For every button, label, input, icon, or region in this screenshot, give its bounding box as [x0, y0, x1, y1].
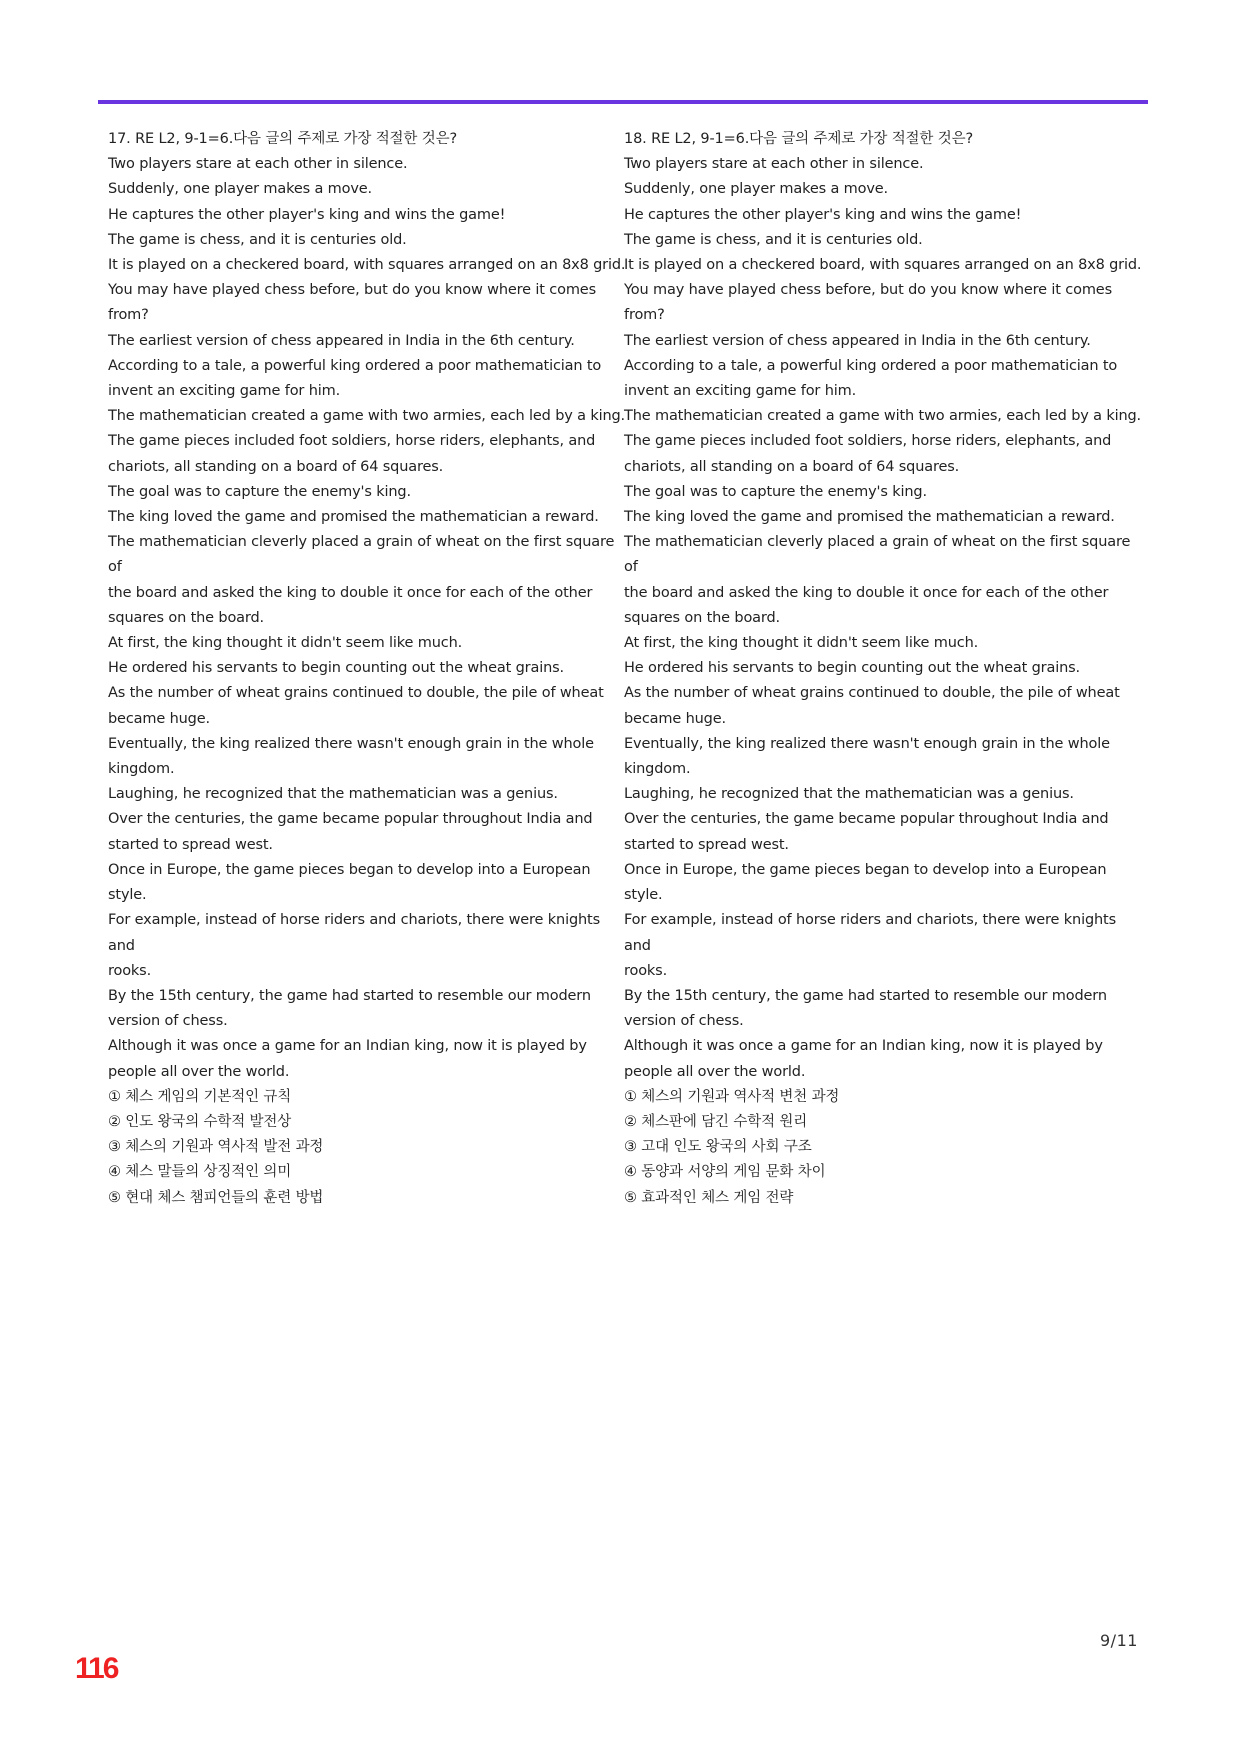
passage-line: At first, the king thought it didn't seem like much. [624, 635, 979, 652]
passage-line: For example, instead of horse riders and chariots, there were knights and [108, 912, 600, 954]
passage-line: squares on the board. [624, 609, 780, 626]
passage-line: the board and asked the king to double it once for each of the other [624, 584, 1109, 601]
passage-line: kingdom. [108, 761, 175, 778]
passage-line: As the number of wheat grains continued to double, the pile of wheat [624, 685, 1120, 702]
passage [624, 152, 1144, 1085]
passage-line: from? [108, 307, 149, 324]
passage-line: For example, instead of horse riders and chariots, there were knights and [624, 912, 1116, 954]
answer-option-1[interactable]: ① 체스의 기원과 역사적 변천 과정 [624, 1088, 840, 1105]
passage-line: The game is chess, and it is centuries old. [108, 231, 407, 248]
passage-line: rooks. [624, 962, 668, 979]
passage-line: According to a tale, a powerful king ordered a poor mathematician to [108, 357, 602, 374]
passage-line: Although it was once a game for an Indian king, now it is played by [108, 1038, 587, 1055]
passage-line: He ordered his servants to begin counting out the wheat grains. [624, 660, 1080, 677]
passage-line: The goal was to capture the enemy's king. [624, 483, 927, 500]
passage-line: The earliest version of chess appeared in India in the 6th century. [108, 332, 575, 349]
passage-line: Over the centuries, the game became popular throughout India and [108, 811, 593, 828]
passage-line: The mathematician cleverly placed a grain of wheat on the first square of [624, 534, 1131, 576]
passage-line: By the 15th century, the game had started to resemble our modern [108, 987, 591, 1004]
passage-line: Two players stare at each other in silence. [108, 156, 408, 173]
passage-line: Once in Europe, the game pieces began to develop into a European style. [108, 861, 591, 904]
answer-options [624, 1085, 1144, 1211]
answer-option-4[interactable]: ④ 체스 말들의 상징적인 의미 [108, 1164, 292, 1181]
passage-line: the board and asked the king to double it once for each of the other [108, 584, 593, 601]
answer-option-4[interactable]: ④ 동양과 서양의 게임 문화 차이 [624, 1164, 826, 1181]
answer-option-5[interactable]: ⑤ 현대 체스 챔피언들의 훈련 방법 [108, 1189, 324, 1206]
passage-line: The mathematician created a game with two armies, each led by a king. [624, 408, 1142, 425]
passage-line: He ordered his servants to begin counting out the wheat grains. [108, 660, 564, 677]
question-title: 17. RE L2, 9-1=6.다음 글의 주제로 가장 적절한 것은? [108, 131, 457, 147]
passage-line: According to a tale, a powerful king ordered a poor mathematician to [624, 357, 1118, 374]
passage-line: The king loved the game and promised the mathematician a reward. [108, 509, 599, 526]
passage-line: rooks. [108, 962, 152, 979]
page-number: 9/11 [1100, 1631, 1138, 1650]
passage-line: Suddenly, one player makes a move. [624, 181, 888, 198]
passage-line: invent an exciting game for him. [624, 383, 857, 400]
passage-line: started to spread west. [624, 836, 789, 853]
passage-line: The game pieces included foot soldiers, horse riders, elephants, and [108, 433, 596, 450]
passage-line: Eventually, the king realized there wasn't enough grain in the whole [108, 735, 594, 752]
passage-line: invent an exciting game for him. [108, 383, 341, 400]
passage-line: Suddenly, one player makes a move. [108, 181, 372, 198]
passage-line: people all over the world. [108, 1063, 290, 1080]
passage-line: Once in Europe, the game pieces began to develop into a European style. [624, 861, 1107, 904]
passage-line: started to spread west. [108, 836, 273, 853]
answer-option-5[interactable]: ⑤ 효과적인 체스 게임 전략 [624, 1189, 794, 1206]
passage-line: Although it was once a game for an Indian king, now it is played by [624, 1038, 1103, 1055]
passage-line: became huge. [624, 710, 726, 727]
passage-line: from? [624, 307, 665, 324]
passage-line: Laughing, he recognized that the mathematician was a genius. [108, 786, 558, 803]
passage-line: By the 15th century, the game had started to resemble our modern [624, 987, 1107, 1004]
answer-option-1[interactable]: ① 체스 게임의 기본적인 규칙 [108, 1088, 292, 1105]
publisher-logo: 116 [75, 1652, 118, 1685]
passage-line: As the number of wheat grains continued to double, the pile of wheat [108, 685, 604, 702]
passage-line: Laughing, he recognized that the mathematician was a genius. [624, 786, 1074, 803]
passage-line: The mathematician cleverly placed a grain of wheat on the first square of [108, 534, 615, 576]
passage-line: version of chess. [108, 1013, 228, 1030]
answer-option-2[interactable]: ② 체스판에 담긴 수학적 원리 [624, 1113, 808, 1130]
passage-line: He captures the other player's king and wins the game! [108, 206, 506, 223]
passage-line: You may have played chess before, but do you know where it comes [108, 282, 596, 299]
passage [108, 152, 628, 1085]
answer-option-3[interactable]: ③ 고대 인도 왕국의 사회 구조 [624, 1139, 812, 1156]
passage-line: The game is chess, and it is centuries old. [624, 231, 923, 248]
answer-options [108, 1085, 628, 1211]
passage-line: became huge. [108, 710, 210, 727]
answer-option-2[interactable]: ② 인도 왕국의 수학적 발전상 [108, 1113, 292, 1130]
passage-line: Over the centuries, the game became popular throughout India and [624, 811, 1109, 828]
question-18 [624, 127, 1144, 1211]
question-17 [108, 127, 628, 1211]
passage-line: You may have played chess before, but do you know where it comes [624, 282, 1112, 299]
header-rule [98, 100, 1148, 104]
passage-line: people all over the world. [624, 1063, 806, 1080]
answer-option-3[interactable]: ③ 체스의 기원과 역사적 발전 과정 [108, 1139, 324, 1156]
passage-line: The goal was to capture the enemy's king. [108, 483, 411, 500]
passage-line: kingdom. [624, 761, 691, 778]
passage-line: He captures the other player's king and wins the game! [624, 206, 1022, 223]
passage-line: The earliest version of chess appeared in India in the 6th century. [624, 332, 1091, 349]
passage-line: chariots, all standing on a board of 64 squares. [108, 458, 444, 475]
passage-line: version of chess. [624, 1013, 744, 1030]
passage-line: chariots, all standing on a board of 64 squares. [624, 458, 960, 475]
passage-line: Eventually, the king realized there wasn't enough grain in the whole [624, 735, 1110, 752]
question-title: 18. RE L2, 9-1=6.다음 글의 주제로 가장 적절한 것은? [624, 131, 973, 147]
passage-line: It is played on a checkered board, with squares arranged on an 8x8 grid. [108, 257, 626, 274]
passage-line: The game pieces included foot soldiers, horse riders, elephants, and [624, 433, 1112, 450]
passage-line: The mathematician created a game with two armies, each led by a king. [108, 408, 626, 425]
passage-line: The king loved the game and promised the mathematician a reward. [624, 509, 1115, 526]
passage-line: Two players stare at each other in silence. [624, 156, 924, 173]
passage-line: It is played on a checkered board, with squares arranged on an 8x8 grid. [624, 257, 1142, 274]
passage-line: At first, the king thought it didn't seem like much. [108, 635, 463, 652]
passage-line: squares on the board. [108, 609, 264, 626]
